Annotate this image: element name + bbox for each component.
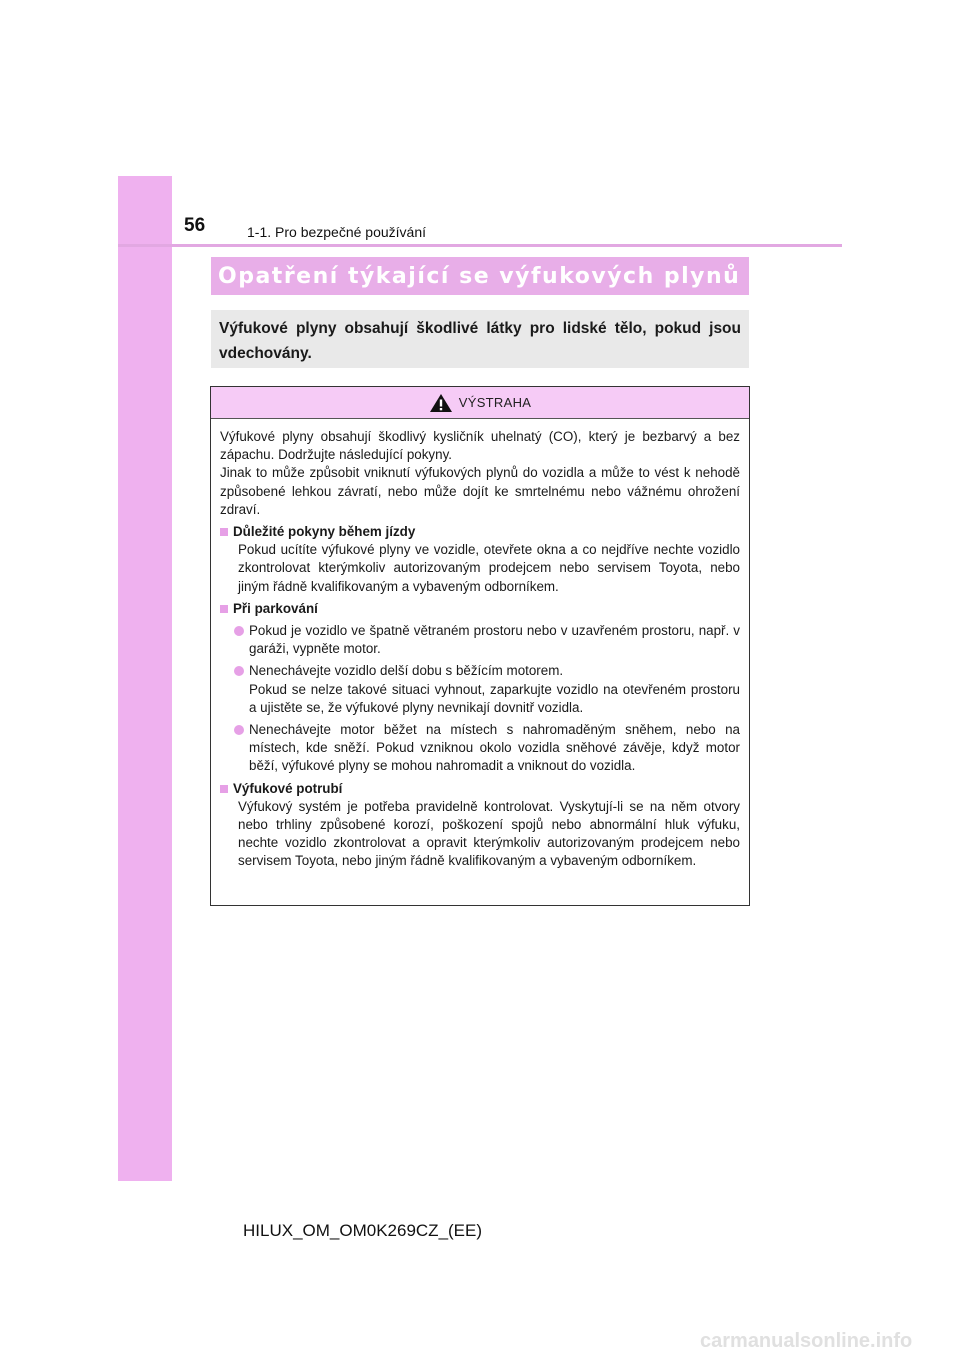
list-item-text: Pokud je vozidlo ve špatně větraném prostoru nebo v uzavřeném prostoru, např. v garáži, vypněte motor. <box>249 623 740 657</box>
subsection-heading <box>220 523 740 541</box>
subsection-heading-text: Výfukové potrubí <box>233 780 343 796</box>
section-header: 1-1. Pro bezpečné používání <box>247 224 427 240</box>
header-rule <box>118 244 842 247</box>
list-item-line: Nenechávejte vozidlo delší dobu s běžícím motorem. <box>249 663 564 679</box>
subsection-heading <box>220 600 740 618</box>
square-bullet-icon <box>220 528 228 536</box>
subsection-text: Výfukový systém je potřeba pravidelně kontrolovat. Vyskytují-li se na něm otvory nebo trhliny způsobené korozí, poškození spojů nebo abnormální hluk výfuku, nechte vozidlo zkontrolovat a opravit kterýmkoliv autorizovaným prodejcem nebo servisem Toyota, nebo jiným řádně kvalifikovaným a vybaveným odborníkem. <box>238 798 740 869</box>
list-item-line: Pokud se nelze takové situaci vyhnout, zaparkujte vozidlo na otevřeném prostoru a ujistěte se, že výfukové plyny nevnikají dovnitř vozidla. <box>249 681 740 715</box>
warning-paragraph: Jinak to může způsobit vniknutí výfukových plynů do vozidla a může to vést k nehodě způsobené lehkou závratí, nebo může dojít ke smrtelnému nebo vážnému ohrožení zdraví. <box>220 465 740 517</box>
list-item <box>234 721 740 776</box>
warning-paragraph: Výfukové plyny obsahují škodlivý kysličník uhelnatý (CO), který je bezbarvý a bez zápachu. Dodržujte následující pokyny. <box>220 429 740 463</box>
list-item-text: Nenechávejte motor běžet na místech s nahromaděným sněhem, nebo na místech, kde sněží. Pokud vzniknou okolo vozidla sněhové závěje, když motor běží, výfukové plyny se mohou nahromadit a vniknout do vozidla. <box>249 722 740 774</box>
round-bullet-icon <box>234 666 244 676</box>
list-item <box>234 662 740 717</box>
title-bar <box>211 257 749 295</box>
subsection-text: Pokud ucítíte výfukové plyny ve vozidle, otevřete okna a co nejdříve nechte vozidlo zkontrolovat kterýmkoliv autorizovaným prodejcem nebo servisem Toyota, nebo jiným řádně kvalifikovaným a vybaveným odborníkem. <box>238 542 740 594</box>
intro-text: Výfukové plyny obsahují škodlivé látky pro lidské tělo, pokud jsou vdechovány. <box>219 320 741 362</box>
side-color-strip <box>118 176 172 1181</box>
document-code: HILUX_OM_OM0K269CZ_(EE) <box>243 1221 483 1240</box>
warning-body <box>211 419 749 871</box>
square-bullet-icon <box>220 605 228 613</box>
page-title: Opatření týkající se výfukových plynů <box>218 263 741 289</box>
square-bullet-icon <box>220 785 228 793</box>
list-item <box>234 622 740 658</box>
warning-box <box>210 386 750 906</box>
warning-triangle-icon <box>429 393 453 413</box>
round-bullet-icon <box>234 626 244 636</box>
watermark: carmanualsonline.info <box>700 1330 913 1352</box>
warning-label: VÝSTRAHA <box>458 395 532 410</box>
subsection-heading-text: Při parkování <box>233 600 318 616</box>
warning-header <box>211 387 749 419</box>
list-item-text <box>249 662 740 717</box>
subsection-heading-text: Důležité pokyny během jízdy <box>233 524 416 540</box>
subsection-heading <box>220 780 740 798</box>
round-bullet-icon <box>234 725 244 735</box>
page-number: 56 <box>184 215 206 236</box>
intro-box <box>211 310 749 368</box>
